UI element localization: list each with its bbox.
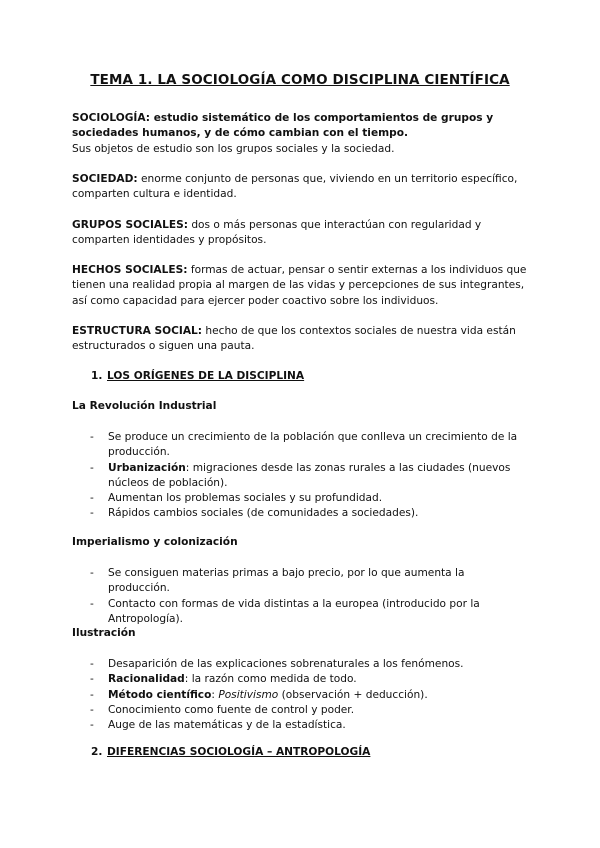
list-item: - Rápidos cambios sociales (de comunidades a sociedades). — [90, 506, 520, 521]
section-heading-2 — [91, 746, 370, 758]
definition-grupos — [72, 218, 532, 249]
definition-sociologia — [72, 111, 532, 157]
section-number-2: 2. — [91, 746, 103, 758]
section-title-1: LOS ORÍGENES DE LA DISCIPLINA — [107, 370, 305, 382]
term-grupos: GRUPOS SOCIALES: — [72, 219, 188, 231]
subheading-imperialismo: Imperialismo y colonización — [72, 536, 238, 548]
subheading-ilustracion: Ilustración — [72, 627, 136, 639]
section-title-2: DIFERENCIAS SOCIOLOGÍA – ANTROPOLOGÍA — [107, 746, 371, 758]
definition-estructura — [72, 324, 532, 355]
def-sociedad: enorme conjunto de personas que, viviendo en un territorio específico, comparten cultura e identidad. — [72, 173, 518, 201]
list-item: - Aumentan los problemas sociales y su profundidad. — [90, 491, 520, 506]
term-estructura: ESTRUCTURA SOCIAL: — [72, 325, 203, 337]
definition-hechos — [72, 263, 532, 309]
section-number-1: 1. — [91, 370, 103, 382]
list-item: - Auge de las matemáticas y de la estadística. — [90, 718, 520, 733]
sociologia-extra: Sus objetos de estudio son los grupos sociales y la sociedad. — [72, 142, 395, 155]
page-title: TEMA 1. LA SOCIOLOGÍA COMO DISCIPLINA CIENTÍFICA — [90, 72, 510, 88]
subheading-revolucion: La Revolución Industrial — [72, 400, 217, 412]
def-estructura: hecho de que los contextos sociales de nuestra vida están estructurados o siguen una pauta. — [72, 325, 516, 353]
list-ilustracion — [90, 657, 520, 733]
def-hechos: formas de actuar, pensar o sentir externas a los individuos que tienen una realidad propia al margen de las vidas y percepciones de sus integrantes, así como capacidad para ejercer poder coactivo sobre los individuos. — [72, 264, 527, 307]
list-item: - Conocimiento como fuente de control y poder. — [90, 703, 520, 718]
section-heading-1 — [91, 370, 304, 382]
list-imperialismo — [90, 566, 520, 627]
list-item: - Se produce un crecimiento de la población que conlleva un crecimiento de la producción. — [90, 430, 520, 461]
list-item: - Método científico: Positivismo (observación + deducción). — [90, 688, 520, 703]
term-sociologia: SOCIOLOGÍA: — [72, 112, 151, 124]
list-item: - Se consiguen materias primas a bajo precio, por lo que aumenta la producción. — [90, 566, 520, 597]
list-revolucion — [90, 430, 520, 522]
list-item: - Racionalidad: la razón como medida de todo. — [90, 672, 520, 687]
def-sociologia: estudio sistemático de los comportamientos de grupos y sociedades humanos, y de cómo cambian con el tiempo. — [72, 112, 494, 140]
list-item: - Contacto con formas de vida distintas a la europea (introducido por la Antropología). — [90, 597, 520, 628]
list-item: - Desaparición de las explicaciones sobrenaturales a los fenómenos. — [90, 657, 520, 672]
list-item: - Urbanización: migraciones desde las zonas rurales a las ciudades (nuevos núcleos de población). — [90, 461, 520, 492]
term-hechos: HECHOS SOCIALES: — [72, 264, 188, 276]
def-grupos: dos o más personas que interactúan con regularidad y comparten identidades y propósitos. — [72, 219, 482, 247]
term-sociedad: SOCIEDAD: — [72, 173, 138, 185]
definition-sociedad — [72, 172, 532, 203]
